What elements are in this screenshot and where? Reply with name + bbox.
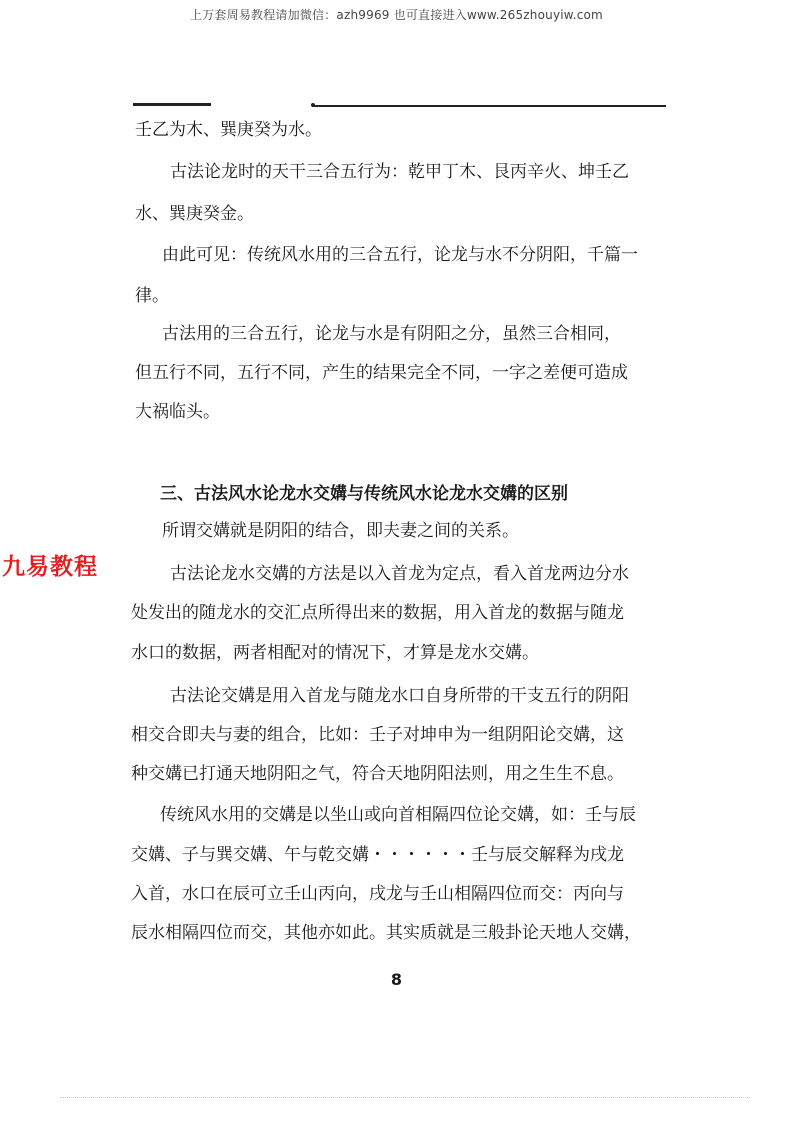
brand-logo-text: 九易教程 xyxy=(2,554,98,580)
text-line: 古法论龙水交媾的方法是以入首龙为定点，看入首龙两边分水 xyxy=(170,564,629,584)
text-line: 处发出的随龙水的交汇点所得出来的数据，用入首龙的数据与随龙 xyxy=(131,603,624,623)
text-line: 入首，水口在辰可立壬山丙向，戌龙与壬山相隔四位而交：丙向与 xyxy=(131,884,624,904)
header-rule-thin xyxy=(312,105,666,107)
section-heading: 三、古法风水论龙水交媾与传统风水论龙水交媾的区别 xyxy=(160,484,568,504)
text-line: 古法论交媾是用入首龙与随龙水口自身所带的干支五行的阴阳 xyxy=(170,686,629,706)
text-line: 所谓交媾就是阴阳的结合，即夫妻之间的关系。 xyxy=(162,521,519,541)
watermark-header: 上万套周易教程请加微信：azh9969 也可直接进入www.265zhouyiw.com xyxy=(190,8,603,22)
header-rule-thick xyxy=(133,103,211,106)
text-line: 但五行不同，五行不同，产生的结果完全不同，一字之差便可造成 xyxy=(135,363,628,383)
text-line: 相交合即夫与妻的组合，比如：壬子对坤申为一组阴阳论交媾，这 xyxy=(131,725,624,745)
text-line: 交媾、子与巽交媾、午与乾交媾・・・・・・壬与辰交解释为戌龙 xyxy=(131,845,624,865)
text-line: 种交媾已打通天地阴阳之气，符合天地阴阳法则，用之生生不息。 xyxy=(131,764,624,784)
text-line: 壬乙为木、巽庚癸为水。 xyxy=(135,120,322,140)
text-line: 水、巽庚癸金。 xyxy=(135,204,254,224)
text-line: 古法论龙时的天干三合五行为：乾甲丁木、艮丙辛火、坤壬乙 xyxy=(170,162,629,182)
scan-edge-divider xyxy=(60,1097,750,1098)
page-number: 8 xyxy=(390,970,403,989)
text-line: 辰水相隔四位而交，其他亦如此。其实质就是三般卦论天地人交媾， xyxy=(131,923,641,943)
text-line: 律。 xyxy=(135,286,169,306)
text-line: 水口的数据，两者相配对的情况下，才算是龙水交媾。 xyxy=(131,643,539,663)
text-line: 大祸临头。 xyxy=(135,402,220,422)
text-line: 由此可见：传统风水用的三合五行，论龙与水不分阴阳，千篇一 xyxy=(162,245,638,265)
text-line: 传统风水用的交媾是以坐山或向首相隔四位论交媾，如：壬与辰 xyxy=(160,805,636,825)
text-line: 古法用的三合五行，论龙与水是有阴阳之分，虽然三合相同， xyxy=(162,324,621,344)
